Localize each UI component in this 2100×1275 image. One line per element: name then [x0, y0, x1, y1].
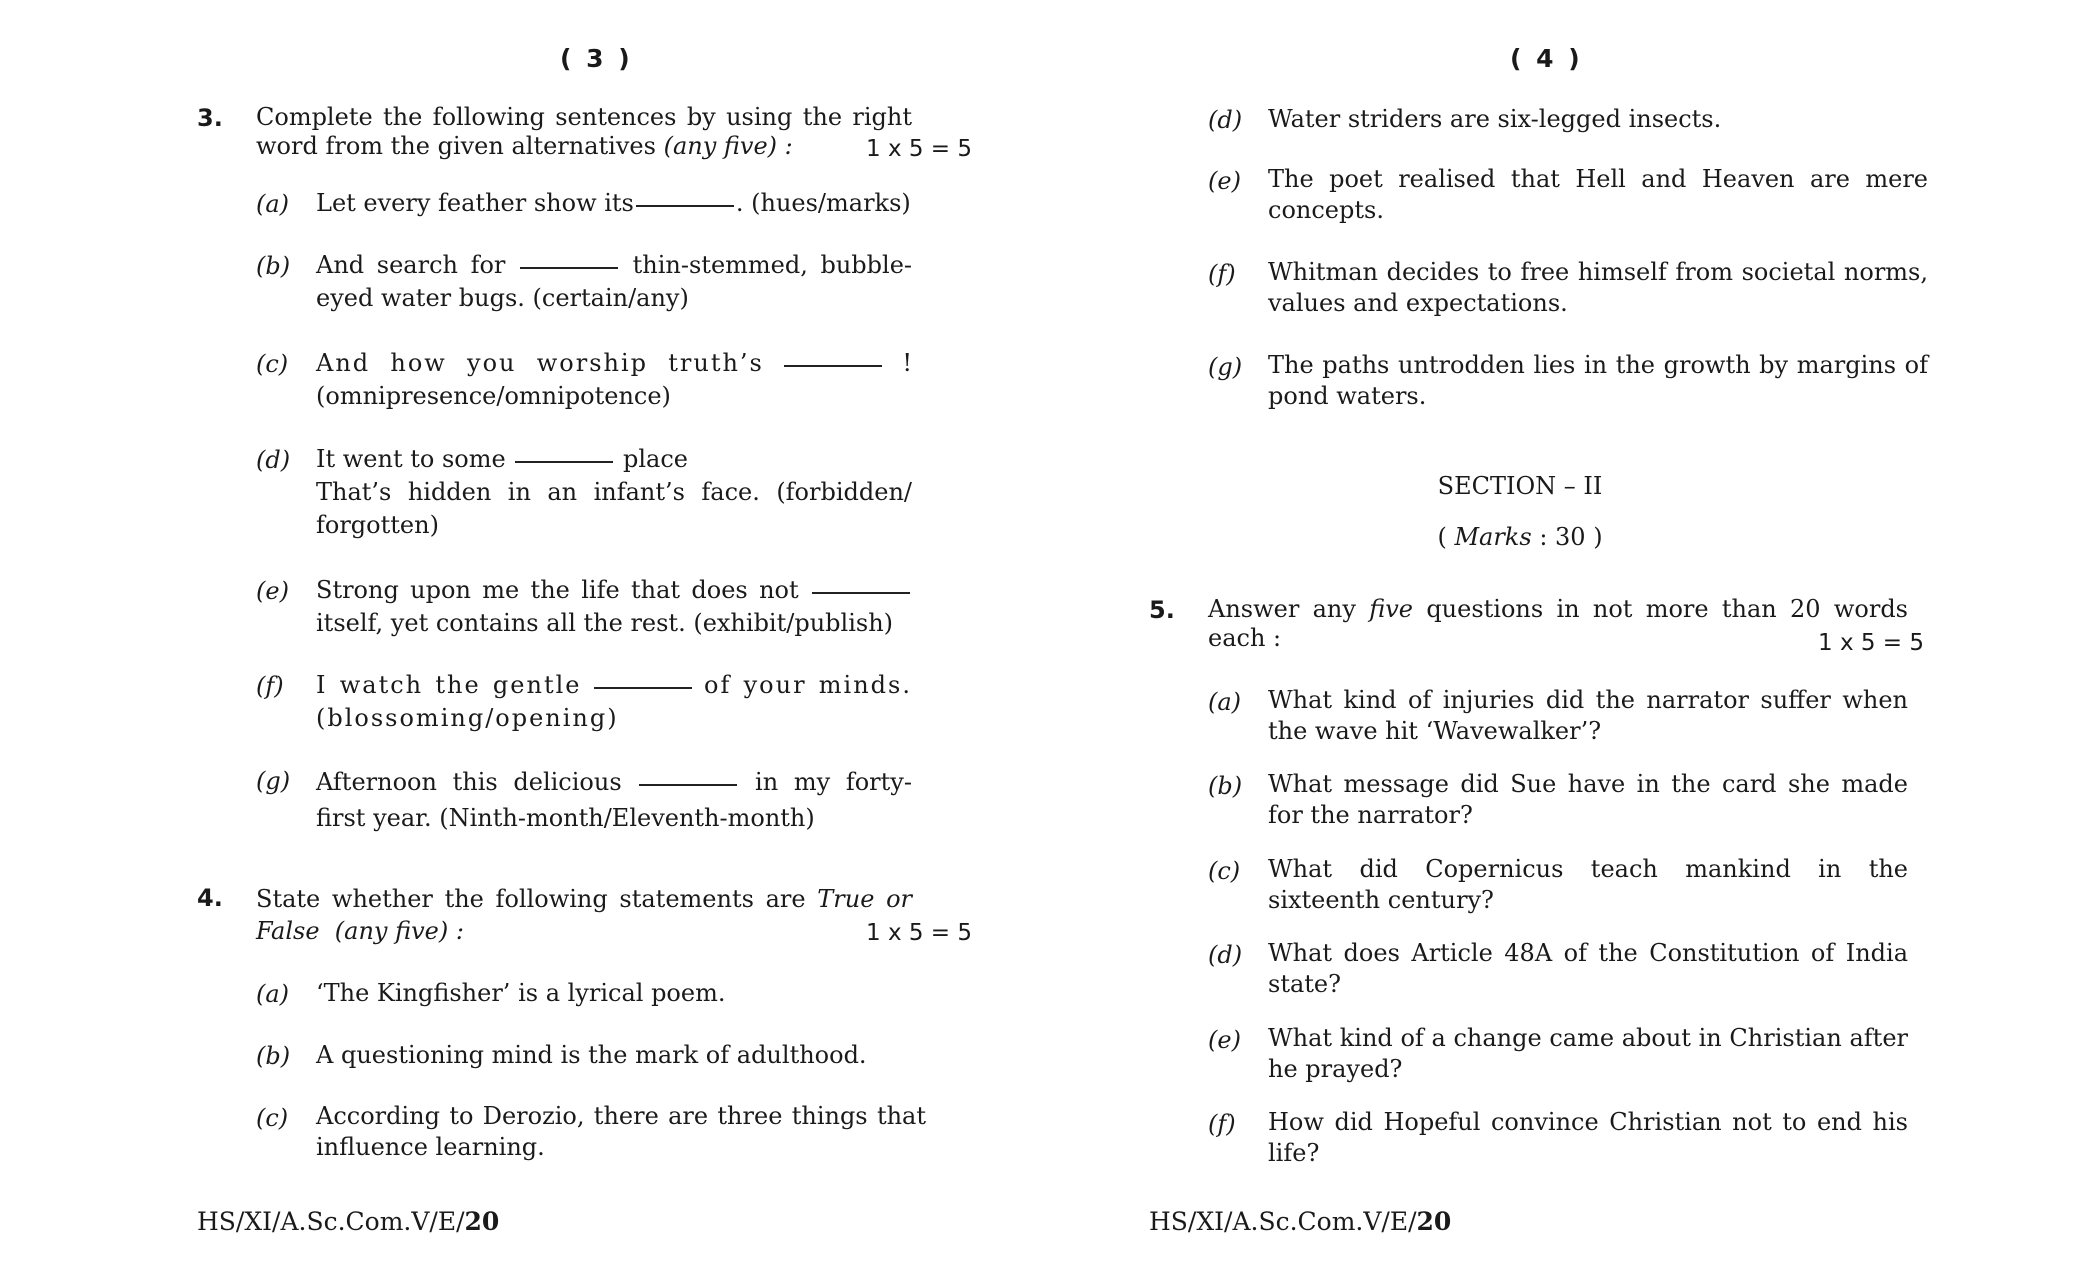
- item-label: (d): [1208, 941, 1243, 969]
- item-label: (g): [256, 767, 291, 795]
- question-5-marks: 1 x 5 = 5: [1818, 630, 1925, 656]
- item-label: (b): [1208, 772, 1243, 800]
- q3-item-c: And how you worship truth’s ! (omnipresence/omnipotence): [316, 349, 912, 410]
- q3-item-d: [316, 443, 912, 542]
- q3-item-b: And search for thin-stemmed, bubble-eyed water bugs. (certain/any): [316, 251, 913, 312]
- item-label: (d): [1208, 106, 1243, 134]
- q4-item-a: ‘The Kingfisher’ is a lyrical poem.: [316, 979, 726, 1007]
- item-label: (f): [1208, 260, 1236, 288]
- footer-code: HS/XI/A.Sc.Com.V/E/20: [1149, 1207, 1452, 1236]
- item-label: (a): [256, 190, 290, 218]
- item-label: (f): [1208, 1110, 1236, 1138]
- answer-blank: [812, 592, 910, 594]
- item-label: (f): [256, 672, 284, 700]
- item-label: (g): [1208, 353, 1243, 381]
- q5-item-b: What message did Sue have in the card she made for the narrator?: [1268, 770, 1908, 829]
- question-4-number: 4.: [197, 884, 223, 912]
- q3-item-a: Let every feather show its . (hues/marks): [316, 189, 911, 217]
- question-3-number: 3.: [197, 104, 223, 132]
- question-3-text: Complete the following sentences by using the right word from the given alternatives (any five) :: [256, 103, 912, 160]
- item-label: (b): [256, 252, 291, 280]
- answer-blank: [636, 205, 734, 207]
- question-5-number: 5.: [1149, 596, 1175, 624]
- page-number: ( 4 ): [1510, 44, 1583, 73]
- q4-item-g: The paths untrodden lies in the growth by margins of pond waters.: [1268, 351, 1928, 410]
- q4-item-f: Whitman decides to free himself from societal norms, values and expectations.: [1268, 258, 1928, 317]
- item-label: (b): [256, 1042, 291, 1070]
- q3-item-d-line1: It went to some place: [316, 445, 688, 473]
- q5-item-e: What kind of a change came about in Christian after he prayed?: [1268, 1024, 1908, 1083]
- item-label: (d): [256, 446, 291, 474]
- item-label: (e): [256, 577, 289, 605]
- question-4-text: State whether the following statements are True or False (any five) :: [256, 885, 912, 945]
- q5-item-f: How did Hopeful convince Christian not to end his life?: [1268, 1108, 1908, 1167]
- q3-item-d-line2: That’s hidden in an infant’s face. (forbidden/ forgotten): [316, 478, 912, 539]
- question-3-marks: 1 x 5 = 5: [866, 136, 973, 162]
- item-label: (e): [1208, 1026, 1241, 1054]
- q3-item-g: Afternoon this delicious in my forty-first year. (Ninth-month/Eleventh-month): [316, 768, 912, 832]
- q4-item-b: A questioning mind is the mark of adulthood.: [316, 1041, 867, 1069]
- footer-code: HS/XI/A.Sc.Com.V/E/20: [197, 1207, 500, 1236]
- answer-blank: [594, 687, 692, 689]
- question-5-text: Answer any five questions in not more than 20 words each :: [1208, 595, 1909, 652]
- item-label: (a): [256, 980, 290, 1008]
- question-4-marks: 1 x 5 = 5: [866, 920, 973, 946]
- q4-item-c: According to Derozio, there are three things that influence learning.: [316, 1102, 926, 1161]
- item-label: (e): [1208, 167, 1241, 195]
- item-label: (a): [1208, 688, 1242, 716]
- answer-blank: [784, 365, 882, 367]
- section-marks: ( Marks : 30 ): [1437, 523, 1603, 551]
- q4-item-d: Water striders are six-legged insects.: [1268, 105, 1722, 133]
- item-label: (c): [256, 350, 289, 378]
- section-title: SECTION – II: [1437, 472, 1603, 500]
- q3-item-f: I watch the gentle of your minds. (blossoming/opening): [316, 671, 912, 732]
- answer-blank: [520, 267, 618, 269]
- answer-blank: [639, 784, 737, 786]
- item-label: (c): [1208, 857, 1241, 885]
- page-number: ( 3 ): [560, 44, 633, 73]
- q5-item-c: What did Copernicus teach mankind in the sixteenth century?: [1268, 855, 1908, 914]
- page-4: [1050, 0, 2100, 1275]
- q3-item-e: Strong upon me the life that does not itself, yet contains all the rest. (exhibit/publish): [316, 574, 912, 640]
- answer-blank: [515, 461, 613, 463]
- q5-item-d: What does Article 48A of the Constitution of India state?: [1268, 939, 1908, 998]
- q5-item-a: What kind of injuries did the narrator suffer when the wave hit ‘Wavewalker’?: [1268, 686, 1908, 745]
- q4-item-e: The poet realised that Hell and Heaven are mere concepts.: [1268, 165, 1928, 224]
- item-label: (c): [256, 1104, 289, 1132]
